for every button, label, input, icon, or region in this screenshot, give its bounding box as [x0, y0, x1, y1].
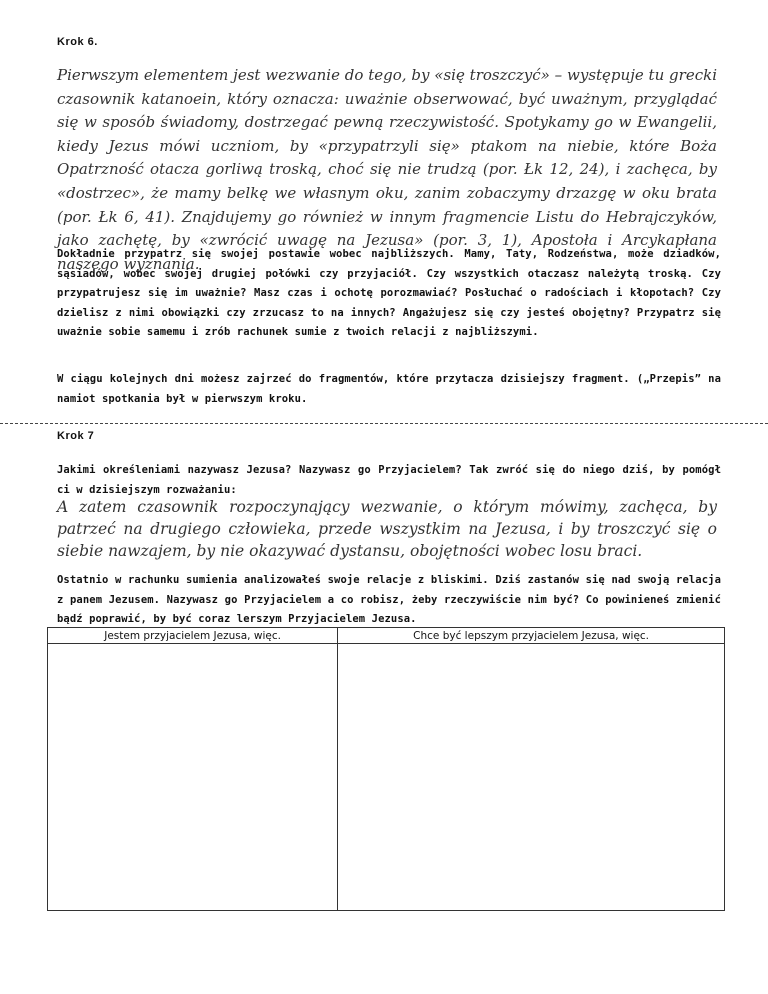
cut-line-divider	[0, 423, 768, 424]
step-7-script-quote: A zatem czasownik rozpoczynający wezwanie, o którym mówimy, zachęca, by patrzeć na drugiego człowieka, przede wszystkim na Jezusa, i by troszczyć się o siebie nawzajem, by nie okazywać dystansu, obojętności wobec losu braci.	[57, 498, 717, 560]
step-7-question: Jakimi określeniami nazywasz Jezusa? Nazywasz go Przyjacielem? Tak zwróć się do niego dziś, by pomógł ci w dzisiejszym rozważaniu:	[57, 464, 721, 496]
answer-cell-left[interactable]	[48, 644, 338, 911]
step-6-reflection-paragraph: Dokładnie przypatrz się swojej postawie wobec najbliższych. Mamy, Taty, Rodzeństwa, może dziadków, sąsiadów, wobec swojej drugiej połówki czy przyjaciół. Czy wszystkich otaczasz należytą troską. Czy przypatrujesz się im uważnie? Masz czas i ochotę porozmawiać? Posłuchać o radościach i kłopotach? Czy dzielisz z nimi obowiązki czy zrzucasz to na innych? Angażujesz się czy jesteś obojętny? Przypatrz się uważnie sobie samemu i zrób rachunek sumie z twoich relacji z najbliższymi.	[57, 248, 721, 338]
step-6-script-quote: Pierwszym elementem jest wezwanie do tego, by «się troszczyć» – występuje tu grecki czasownik katanoein, który oznacza: uważnie obserwować, być uważnym, przyglądać się w sposób świadomy, dostrzegać pewną rzeczywistość. Spotykamy go w Ewangelii, kiedy Jezus mówi uczniom, by «przypatrzyli się» ptakom na niebie, które Boża Opatrzność otacza gorliwą troską, choć się nie trudzą (por. Łk 12, 24), i zachęca, by «dostrzec», że mamy belkę we własnym oku, zanim zobaczymy drzazgę w oku brata (por. Łk 6, 41). Znajdujemy go również w innym fragmencie Listu do Hebrajczyków, jako zachętę, by «zwrócić uwagę na Jezusa» (por. 3, 1), Apostoła i Arcykapłana naszego wyznania.	[57, 66, 717, 273]
table-header-am-friend: Jestem przyjacielem Jezusa, więc.	[48, 628, 338, 644]
step-6-heading: Krok 6.	[57, 36, 98, 48]
step-7-heading: Krok 7	[57, 430, 95, 442]
answer-cell-right[interactable]	[338, 644, 725, 911]
step-6-followup-paragraph: W ciągu kolejnych dni możesz zajrzeć do fragmentów, które przytacza dzisiejszy fragment. („Przepis” na namiot spotkania był w pierwszym kroku.	[57, 373, 721, 405]
step-7-instruction: Ostatnio w rachunku sumienia analizowałeś swoje relacje z bliskimi. Dziś zastanów się nad swoją relacja z panem Jezusem. Nazywasz go Przyjacielem a co robisz, żeby rzeczywiście nim być? Co powinieneś zmienić bądź poprawić, by być coraz lerszym Przyjacielem Jezusa.	[57, 574, 721, 625]
table-header-want-better: Chce być lepszym przyjacielem Jezusa, więc.	[338, 628, 725, 644]
reflection-table	[47, 627, 725, 911]
